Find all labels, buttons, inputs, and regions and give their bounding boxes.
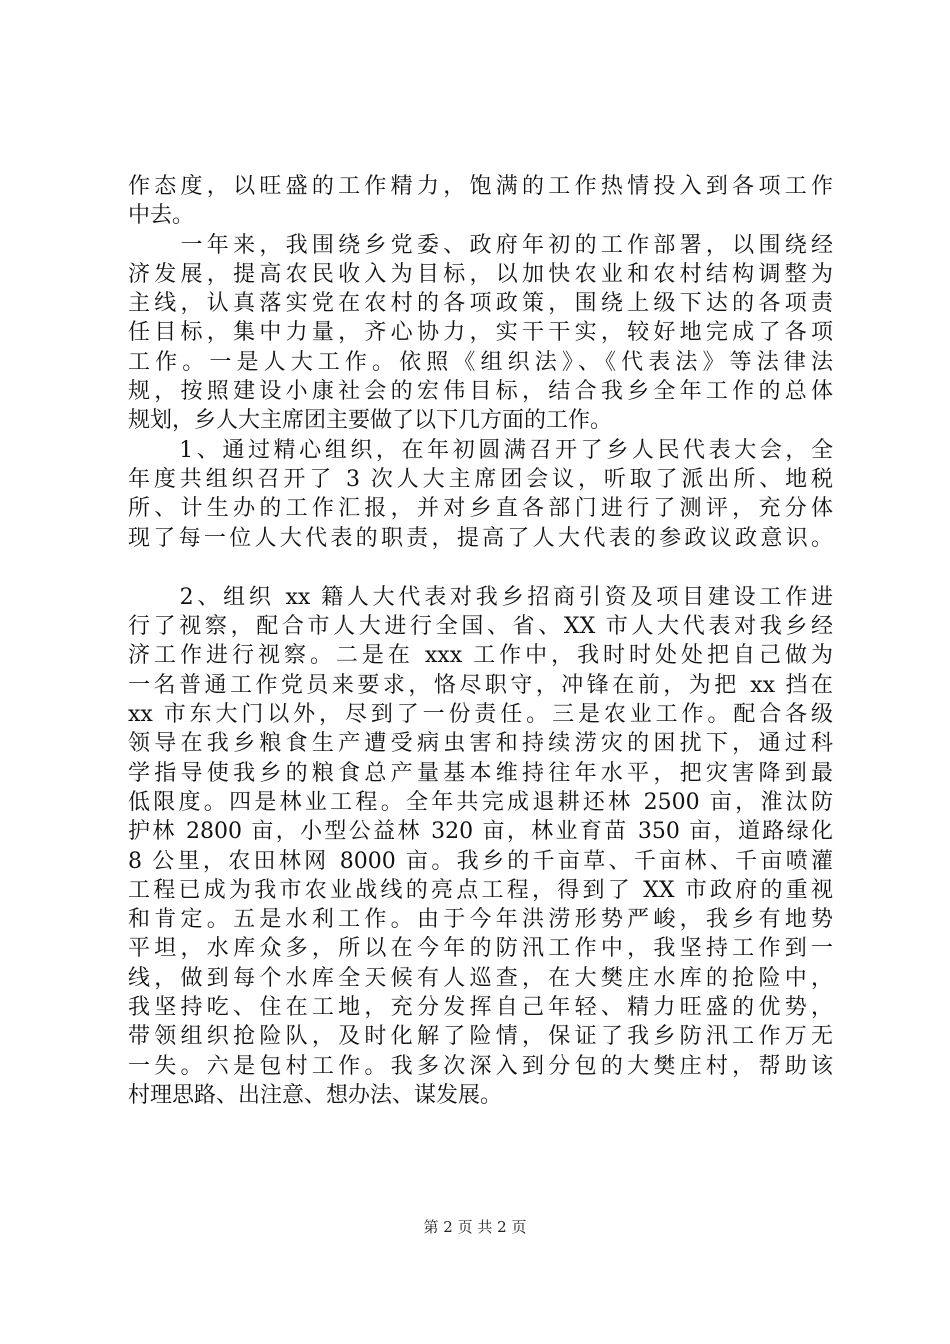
text-line: 规划，乡人大主席团主要做了以下几方面的工作。 — [128, 408, 613, 434]
text-line: 8 公里，农田林网 8000 亩。我乡的千亩草、千亩林、千亩喷灌 — [128, 848, 833, 874]
text-line: 1、通过精心组织，在年初圆满召开了乡人民代表大会，全 — [128, 437, 833, 463]
paragraph-gap — [128, 553, 833, 583]
text-line: 带领组织抢险队，及时化解了险情，保证了我乡防汛工作万无 — [128, 1024, 833, 1050]
document-body — [128, 172, 833, 1110]
text-line: 任目标，集中力量，齐心协力，实干干实，较好地完成了各项 — [128, 320, 833, 346]
text-line: 领导在我乡粮食生产遭受病虫害和持续涝灾的困扰下，通过科 — [128, 731, 833, 757]
text-line: 一年来，我围绕乡党委、政府年初的工作部署，以围绕经 — [128, 232, 833, 258]
text-line: 一名普通工作党员来要求，恪尽职守，冲锋在前，为把 xx 挡在 — [128, 672, 833, 698]
text-line: 我坚持吃、住在工地，充分发挥自己年轻、精力旺盛的优势， — [128, 995, 833, 1021]
text-line: 现了每一位人大代表的职责，提高了人大代表的参政议政意识。 — [128, 525, 833, 551]
text-line: 作态度，以旺盛的工作精力，饱满的工作热情投入到各项工作 — [128, 174, 833, 199]
text-line: 主线，认真落实党在农村的各项政策，围绕上级下达的各项责 — [128, 291, 833, 317]
text-line: 行了视察，配合市人大进行全国、省、XX 市人大代表对我乡经 — [128, 614, 833, 640]
text-line: 所、计生办的工作汇报，并对乡直各部门进行了测评，充分体 — [128, 496, 833, 522]
text-line: 中去。 — [128, 203, 195, 229]
text-line: 村理思路、出注意、想办法、谋发展。 — [128, 1082, 503, 1108]
page-footer: 第 2 页 共 2 页 — [423, 1218, 527, 1236]
text-line: 一失。六是包村工作。我多次深入到分包的大樊庄村，帮助该 — [128, 1053, 833, 1079]
text-line: 工程已成为我市农业战线的亮点工程，得到了 XX 市政府的重视 — [128, 877, 833, 903]
text-line: 平坦，水库众多，所以在今年的防汛工作中，我坚持工作到一 — [128, 936, 833, 962]
text-line: 2、组织 xx 籍人大代表对我乡招商引资及项目建设工作进 — [128, 584, 833, 610]
text-line: 护林 2800 亩，小型公益林 320 亩，林业育苗 350 亩，道路绿化 — [128, 819, 833, 845]
text-line: 低限度。四是林业工程。全年共完成退耕还林 2500 亩，淮汰防 — [128, 789, 833, 815]
text-line: 工作。一是人大工作。依照《组织法》、《代表法》等法律法 — [128, 349, 833, 375]
text-line: 济发展，提高农民收入为目标，以加快农业和农村结构调整为 — [128, 261, 833, 287]
text-line: 学指导使我乡的粮食总产量基本维持往年水平，把灾害降到最 — [128, 760, 833, 786]
text-line: 规，按照建设小康社会的宏伟目标，结合我乡全年工作的总体 — [128, 379, 833, 405]
text-line: 年度共组织召开了 3 次人大主席团会议，听取了派出所、地税 — [128, 466, 833, 492]
text-line: xx 市东大门以外，尽到了一份责任。三是农业工作。配合各级 — [128, 702, 833, 728]
text-line: 线，做到每个水库全天候有人巡查，在大樊庄水库的抢险中， — [128, 965, 833, 991]
text-line: 和肯定。五是水利工作。由于今年洪涝形势严峻，我乡有地势 — [128, 907, 833, 933]
text-line: 济工作进行视察。二是在 xxx 工作中，我时时处处把自己做为 — [128, 643, 833, 669]
